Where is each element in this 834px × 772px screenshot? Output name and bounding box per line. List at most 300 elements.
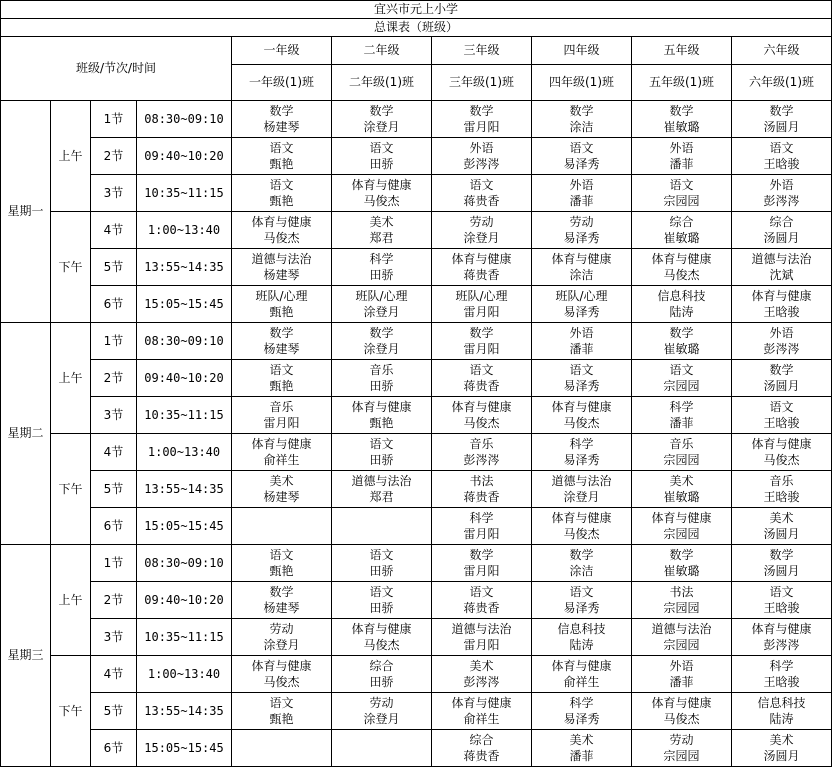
subject-name: 信息科技 xyxy=(657,289,706,303)
subject-name: 道德与法治 xyxy=(651,622,712,636)
subject-name: 语文 xyxy=(569,363,594,377)
teacher-name: 王晗骏 xyxy=(763,675,800,689)
lesson-cell xyxy=(232,323,332,360)
teacher-name: 崔敏璐 xyxy=(663,342,700,356)
lesson-cell xyxy=(332,471,432,508)
day-label: 星期三 xyxy=(1,545,51,767)
lesson-cell xyxy=(432,693,532,730)
lesson-cell xyxy=(432,582,532,619)
lesson-cell xyxy=(632,582,732,619)
schedule-row xyxy=(1,693,832,730)
subject-name: 体育与健康 xyxy=(551,252,612,266)
grade-header: 三年级 xyxy=(432,37,532,65)
half-day-label: 上午 xyxy=(51,323,91,434)
lesson-cell xyxy=(232,545,332,582)
subject-name: 劳动 xyxy=(469,215,494,229)
subject-name: 美术 xyxy=(269,474,294,488)
subject-name: 语文 xyxy=(269,141,294,155)
teacher-name: 马俊杰 xyxy=(663,712,700,726)
lesson-cell xyxy=(432,545,532,582)
period-label: 2节 xyxy=(91,138,137,175)
subject-name: 班队/心理 xyxy=(455,289,508,303)
lesson-cell xyxy=(532,101,632,138)
period-time: 09:40~10:20 xyxy=(137,582,232,619)
subject-name: 语文 xyxy=(669,178,694,192)
schedule-row xyxy=(1,286,832,323)
corner-header: 班级/节次/时间 xyxy=(1,37,232,101)
period-time: 09:40~10:20 xyxy=(137,360,232,397)
lesson-cell xyxy=(732,175,832,212)
teacher-name: 马俊杰 xyxy=(563,416,600,430)
schedule-row xyxy=(1,397,832,434)
subject-name: 体育与健康 xyxy=(251,659,312,673)
lesson-cell xyxy=(232,286,332,323)
subject-name: 语文 xyxy=(269,548,294,562)
lesson-cell xyxy=(332,693,432,730)
teacher-name: 王晗骏 xyxy=(763,490,800,504)
teacher-name: 甄艳 xyxy=(269,379,294,393)
subject-name: 外语 xyxy=(569,178,594,192)
teacher-name: 宗园园 xyxy=(663,749,700,763)
teacher-name: 宗园园 xyxy=(663,601,700,615)
subject-name: 音乐 xyxy=(369,363,394,377)
lesson-cell xyxy=(732,693,832,730)
teacher-name: 汤圆月 xyxy=(763,379,800,393)
teacher-name: 甄艳 xyxy=(269,305,294,319)
subject-name: 数学 xyxy=(769,548,794,562)
period-time: 10:35~11:15 xyxy=(137,619,232,656)
lesson-cell xyxy=(732,471,832,508)
teacher-name: 蒋贵香 xyxy=(463,749,500,763)
subject-name: 数学 xyxy=(769,104,794,118)
lesson-cell xyxy=(632,619,732,656)
lesson-cell xyxy=(432,212,532,249)
period-label: 3节 xyxy=(91,175,137,212)
lesson-cell xyxy=(632,656,732,693)
subject-name: 数学 xyxy=(269,104,294,118)
subject-name: 数学 xyxy=(769,363,794,377)
lesson-cell xyxy=(732,101,832,138)
teacher-name: 涂登月 xyxy=(363,120,400,134)
lesson-cell xyxy=(332,286,432,323)
teacher-name: 汤圆月 xyxy=(763,564,800,578)
subject-name: 美术 xyxy=(469,659,494,673)
lesson-cell xyxy=(732,656,832,693)
subject-name: 数学 xyxy=(369,326,394,340)
teacher-name: 汤圆月 xyxy=(763,120,800,134)
teacher-name: 王晗骏 xyxy=(763,305,800,319)
subject-name: 外语 xyxy=(669,141,694,155)
lesson-cell xyxy=(632,249,732,286)
lesson-cell xyxy=(732,730,832,767)
lesson-cell xyxy=(532,138,632,175)
teacher-name: 崔敏璐 xyxy=(663,231,700,245)
teacher-name: 陆涛 xyxy=(569,638,594,652)
lesson-cell xyxy=(632,212,732,249)
lesson-cell xyxy=(232,212,332,249)
subject-name: 外语 xyxy=(469,141,494,155)
period-label: 4节 xyxy=(91,656,137,693)
lesson-cell xyxy=(432,360,532,397)
lesson-cell xyxy=(632,545,732,582)
lesson-cell xyxy=(532,360,632,397)
schedule-row xyxy=(1,619,832,656)
teacher-name: 蒋贵香 xyxy=(463,601,500,615)
period-time: 1:00~13:40 xyxy=(137,212,232,249)
lesson-cell xyxy=(732,582,832,619)
period-label: 1节 xyxy=(91,101,137,138)
teacher-name: 涂登月 xyxy=(363,342,400,356)
teacher-name: 涂登月 xyxy=(363,305,400,319)
schedule-row xyxy=(1,249,832,286)
lesson-cell xyxy=(332,730,432,767)
subject-name: 语文 xyxy=(469,585,494,599)
teacher-name: 彭涔涔 xyxy=(763,194,800,208)
subject-name: 音乐 xyxy=(469,437,494,451)
teacher-name: 王晗骏 xyxy=(763,601,800,615)
teacher-name: 马俊杰 xyxy=(563,527,600,541)
period-label: 2节 xyxy=(91,582,137,619)
teacher-name: 王晗骏 xyxy=(763,157,800,171)
schedule-row xyxy=(1,508,832,545)
lesson-cell xyxy=(432,471,532,508)
subject-name: 书法 xyxy=(469,474,494,488)
lesson-cell xyxy=(632,471,732,508)
teacher-name: 杨建琴 xyxy=(263,342,300,356)
lesson-cell xyxy=(332,212,432,249)
subject-name: 劳动 xyxy=(269,622,294,636)
teacher-name: 田骄 xyxy=(369,453,394,467)
subject-name: 科学 xyxy=(569,696,594,710)
teacher-name: 田骄 xyxy=(369,675,394,689)
lesson-cell xyxy=(532,249,632,286)
teacher-name: 彭涔涔 xyxy=(763,342,800,356)
subject-name: 劳动 xyxy=(369,696,394,710)
teacher-name: 潘菲 xyxy=(669,675,694,689)
period-time: 10:35~11:15 xyxy=(137,397,232,434)
subject-name: 语文 xyxy=(769,400,794,414)
lesson-cell xyxy=(432,619,532,656)
lesson-cell xyxy=(332,101,432,138)
lesson-cell xyxy=(232,397,332,434)
subject-name: 体育与健康 xyxy=(451,696,512,710)
lesson-cell xyxy=(232,730,332,767)
teacher-name: 杨建琴 xyxy=(263,601,300,615)
subject-name: 信息科技 xyxy=(557,622,606,636)
subject-name: 语文 xyxy=(469,363,494,377)
teacher-name: 汤圆月 xyxy=(763,527,800,541)
teacher-name: 宗园园 xyxy=(663,527,700,541)
subject-name: 科学 xyxy=(469,511,494,525)
lesson-cell xyxy=(632,693,732,730)
schedule-row xyxy=(1,360,832,397)
teacher-name: 涂洁 xyxy=(569,268,594,282)
teacher-name: 沈斌 xyxy=(769,268,794,282)
subject-name: 体育与健康 xyxy=(351,400,412,414)
lesson-cell xyxy=(232,693,332,730)
teacher-name: 马俊杰 xyxy=(663,268,700,282)
teacher-name: 崔敏璐 xyxy=(663,120,700,134)
subject-name: 数学 xyxy=(669,326,694,340)
teacher-name: 涂登月 xyxy=(263,638,300,652)
subject-name: 语文 xyxy=(369,437,394,451)
period-time: 15:05~15:45 xyxy=(137,730,232,767)
lesson-cell xyxy=(332,619,432,656)
subject-name: 体育与健康 xyxy=(651,252,712,266)
class-header: 二年级(1)班 xyxy=(332,65,432,101)
subject-name: 语文 xyxy=(269,696,294,710)
subject-name: 体育与健康 xyxy=(751,622,812,636)
subject-name: 体育与健康 xyxy=(551,659,612,673)
lesson-cell xyxy=(532,471,632,508)
subject-name: 班队/心理 xyxy=(355,289,408,303)
class-header: 一年级(1)班 xyxy=(232,65,332,101)
subject-name: 道德与法治 xyxy=(551,474,612,488)
subject-name: 数学 xyxy=(269,585,294,599)
table-subtitle: 总课表（班级） xyxy=(1,19,832,37)
schedule-row xyxy=(1,656,832,693)
subject-name: 外语 xyxy=(569,326,594,340)
teacher-name: 蒋贵香 xyxy=(463,379,500,393)
lesson-cell xyxy=(532,545,632,582)
half-day-label: 下午 xyxy=(51,212,91,323)
grade-header: 二年级 xyxy=(332,37,432,65)
lesson-cell xyxy=(432,397,532,434)
subject-name: 综合 xyxy=(369,659,394,673)
lesson-cell xyxy=(332,582,432,619)
teacher-name: 涂登月 xyxy=(563,490,600,504)
teacher-name: 易泽秀 xyxy=(563,601,600,615)
grade-header: 四年级 xyxy=(532,37,632,65)
subject-name: 综合 xyxy=(469,733,494,747)
teacher-name: 崔敏璐 xyxy=(663,490,700,504)
period-time: 08:30~09:10 xyxy=(137,101,232,138)
teacher-name: 雷月阳 xyxy=(463,305,500,319)
subject-name: 体育与健康 xyxy=(651,511,712,525)
teacher-name: 田骄 xyxy=(369,157,394,171)
lesson-cell xyxy=(532,656,632,693)
period-label: 4节 xyxy=(91,212,137,249)
period-time: 08:30~09:10 xyxy=(137,323,232,360)
subject-name: 语文 xyxy=(469,178,494,192)
teacher-name: 雷月阳 xyxy=(463,527,500,541)
period-label: 3节 xyxy=(91,619,137,656)
subject-name: 信息科技 xyxy=(757,696,806,710)
teacher-name: 宗园园 xyxy=(663,453,700,467)
subject-name: 体育与健康 xyxy=(351,622,412,636)
subject-name: 语文 xyxy=(269,363,294,377)
teacher-name: 雷月阳 xyxy=(263,416,300,430)
period-label: 6节 xyxy=(91,286,137,323)
lesson-cell xyxy=(732,619,832,656)
teacher-name: 雷月阳 xyxy=(463,564,500,578)
teacher-name: 潘菲 xyxy=(569,342,594,356)
lesson-cell xyxy=(432,508,532,545)
teacher-name: 雷月阳 xyxy=(463,120,500,134)
subject-name: 劳动 xyxy=(669,733,694,747)
teacher-name: 马俊杰 xyxy=(363,194,400,208)
lesson-cell xyxy=(432,138,532,175)
subject-name: 语文 xyxy=(669,363,694,377)
teacher-name: 涂洁 xyxy=(569,564,594,578)
subject-name: 体育与健康 xyxy=(751,437,812,451)
teacher-name: 田骄 xyxy=(369,564,394,578)
subject-name: 美术 xyxy=(769,733,794,747)
lesson-cell xyxy=(432,656,532,693)
lesson-cell xyxy=(732,249,832,286)
lesson-cell xyxy=(732,323,832,360)
school-title: 宜兴市元上小学 xyxy=(1,1,832,19)
teacher-name: 甄艳 xyxy=(269,194,294,208)
subject-name: 数学 xyxy=(269,326,294,340)
subject-name: 体育与健康 xyxy=(451,400,512,414)
subject-name: 外语 xyxy=(769,178,794,192)
subject-name: 体育与健康 xyxy=(651,696,712,710)
lesson-cell xyxy=(732,397,832,434)
subject-name: 科学 xyxy=(769,659,794,673)
subject-name: 音乐 xyxy=(669,437,694,451)
lesson-cell xyxy=(532,323,632,360)
teacher-name: 彭涔涔 xyxy=(463,453,500,467)
period-label: 6节 xyxy=(91,508,137,545)
lesson-cell xyxy=(232,619,332,656)
teacher-name: 杨建琴 xyxy=(263,268,300,282)
lesson-cell xyxy=(632,508,732,545)
lesson-cell xyxy=(232,656,332,693)
period-time: 13:55~14:35 xyxy=(137,249,232,286)
half-day-label: 下午 xyxy=(51,434,91,545)
lesson-cell xyxy=(432,249,532,286)
lesson-cell xyxy=(632,175,732,212)
period-label: 5节 xyxy=(91,249,137,286)
subject-name: 综合 xyxy=(769,215,794,229)
class-header: 三年级(1)班 xyxy=(432,65,532,101)
half-day-label: 下午 xyxy=(51,656,91,767)
period-time: 13:55~14:35 xyxy=(137,471,232,508)
subject-name: 科学 xyxy=(669,400,694,414)
grade-header: 一年级 xyxy=(232,37,332,65)
class-header: 六年级(1)班 xyxy=(732,65,832,101)
subject-name: 外语 xyxy=(769,326,794,340)
teacher-name: 郑君 xyxy=(369,231,394,245)
lesson-cell xyxy=(432,101,532,138)
lesson-cell xyxy=(332,175,432,212)
subject-name: 美术 xyxy=(669,474,694,488)
teacher-name: 俞祥生 xyxy=(563,675,600,689)
period-time: 09:40~10:20 xyxy=(137,138,232,175)
lesson-cell xyxy=(332,434,432,471)
lesson-cell xyxy=(732,508,832,545)
class-header: 四年级(1)班 xyxy=(532,65,632,101)
teacher-name: 易泽秀 xyxy=(563,712,600,726)
subject-name: 体育与健康 xyxy=(251,437,312,451)
subject-name: 体育与健康 xyxy=(551,511,612,525)
teacher-name: 蒋贵香 xyxy=(463,490,500,504)
lesson-cell xyxy=(532,582,632,619)
lesson-cell xyxy=(232,249,332,286)
teacher-name: 王晗骏 xyxy=(763,416,800,430)
teacher-name: 易泽秀 xyxy=(563,453,600,467)
lesson-cell xyxy=(532,434,632,471)
subject-name: 科学 xyxy=(369,252,394,266)
teacher-name: 雷月阳 xyxy=(463,638,500,652)
teacher-name: 宗园园 xyxy=(663,379,700,393)
teacher-name: 蒋贵香 xyxy=(463,268,500,282)
subject-name: 语文 xyxy=(369,585,394,599)
subject-name: 音乐 xyxy=(769,474,794,488)
subject-name: 美术 xyxy=(369,215,394,229)
schedule-row xyxy=(1,138,832,175)
teacher-name: 蒋贵香 xyxy=(463,194,500,208)
lesson-cell xyxy=(332,508,432,545)
subject-name: 语文 xyxy=(269,178,294,192)
lesson-cell xyxy=(532,619,632,656)
subject-name: 道德与法治 xyxy=(451,622,512,636)
teacher-name: 宗园园 xyxy=(663,194,700,208)
period-time: 1:00~13:40 xyxy=(137,656,232,693)
lesson-cell xyxy=(532,693,632,730)
period-label: 6节 xyxy=(91,730,137,767)
schedule-row xyxy=(1,323,832,360)
period-time: 1:00~13:40 xyxy=(137,434,232,471)
lesson-cell xyxy=(232,175,332,212)
lesson-cell xyxy=(732,360,832,397)
lesson-cell xyxy=(432,175,532,212)
teacher-name: 甄艳 xyxy=(269,564,294,578)
period-time: 15:05~15:45 xyxy=(137,286,232,323)
subject-name: 语文 xyxy=(569,141,594,155)
teacher-name: 甄艳 xyxy=(269,712,294,726)
subject-name: 综合 xyxy=(669,215,694,229)
lesson-cell xyxy=(632,323,732,360)
teacher-name: 涂登月 xyxy=(363,712,400,726)
period-time: 13:55~14:35 xyxy=(137,693,232,730)
subject-name: 道德与法治 xyxy=(251,252,312,266)
subject-name: 班队/心理 xyxy=(255,289,308,303)
subject-name: 书法 xyxy=(669,585,694,599)
lesson-cell xyxy=(332,138,432,175)
teacher-name: 潘菲 xyxy=(669,416,694,430)
lesson-cell xyxy=(232,360,332,397)
grade-header: 六年级 xyxy=(732,37,832,65)
teacher-name: 易泽秀 xyxy=(563,231,600,245)
teacher-name: 杨建琴 xyxy=(263,490,300,504)
teacher-name: 陆涛 xyxy=(769,712,794,726)
teacher-name: 甄艳 xyxy=(369,416,394,430)
subject-name: 体育与健康 xyxy=(551,400,612,414)
lesson-cell xyxy=(732,434,832,471)
teacher-name: 马俊杰 xyxy=(363,638,400,652)
teacher-name: 宗园园 xyxy=(663,638,700,652)
subject-name: 劳动 xyxy=(569,215,594,229)
lesson-cell xyxy=(532,175,632,212)
lesson-cell xyxy=(532,397,632,434)
teacher-name: 马俊杰 xyxy=(463,416,500,430)
period-label: 2节 xyxy=(91,360,137,397)
grade-header: 五年级 xyxy=(632,37,732,65)
lesson-cell xyxy=(532,212,632,249)
lesson-cell xyxy=(332,249,432,286)
schedule-row xyxy=(1,101,832,138)
teacher-name: 易泽秀 xyxy=(563,157,600,171)
teacher-name: 潘菲 xyxy=(569,194,594,208)
teacher-name: 潘菲 xyxy=(569,749,594,763)
schedule-row xyxy=(1,434,832,471)
lesson-cell xyxy=(632,101,732,138)
schedule-row xyxy=(1,582,832,619)
subject-name: 体育与健康 xyxy=(751,289,812,303)
lesson-cell xyxy=(632,434,732,471)
